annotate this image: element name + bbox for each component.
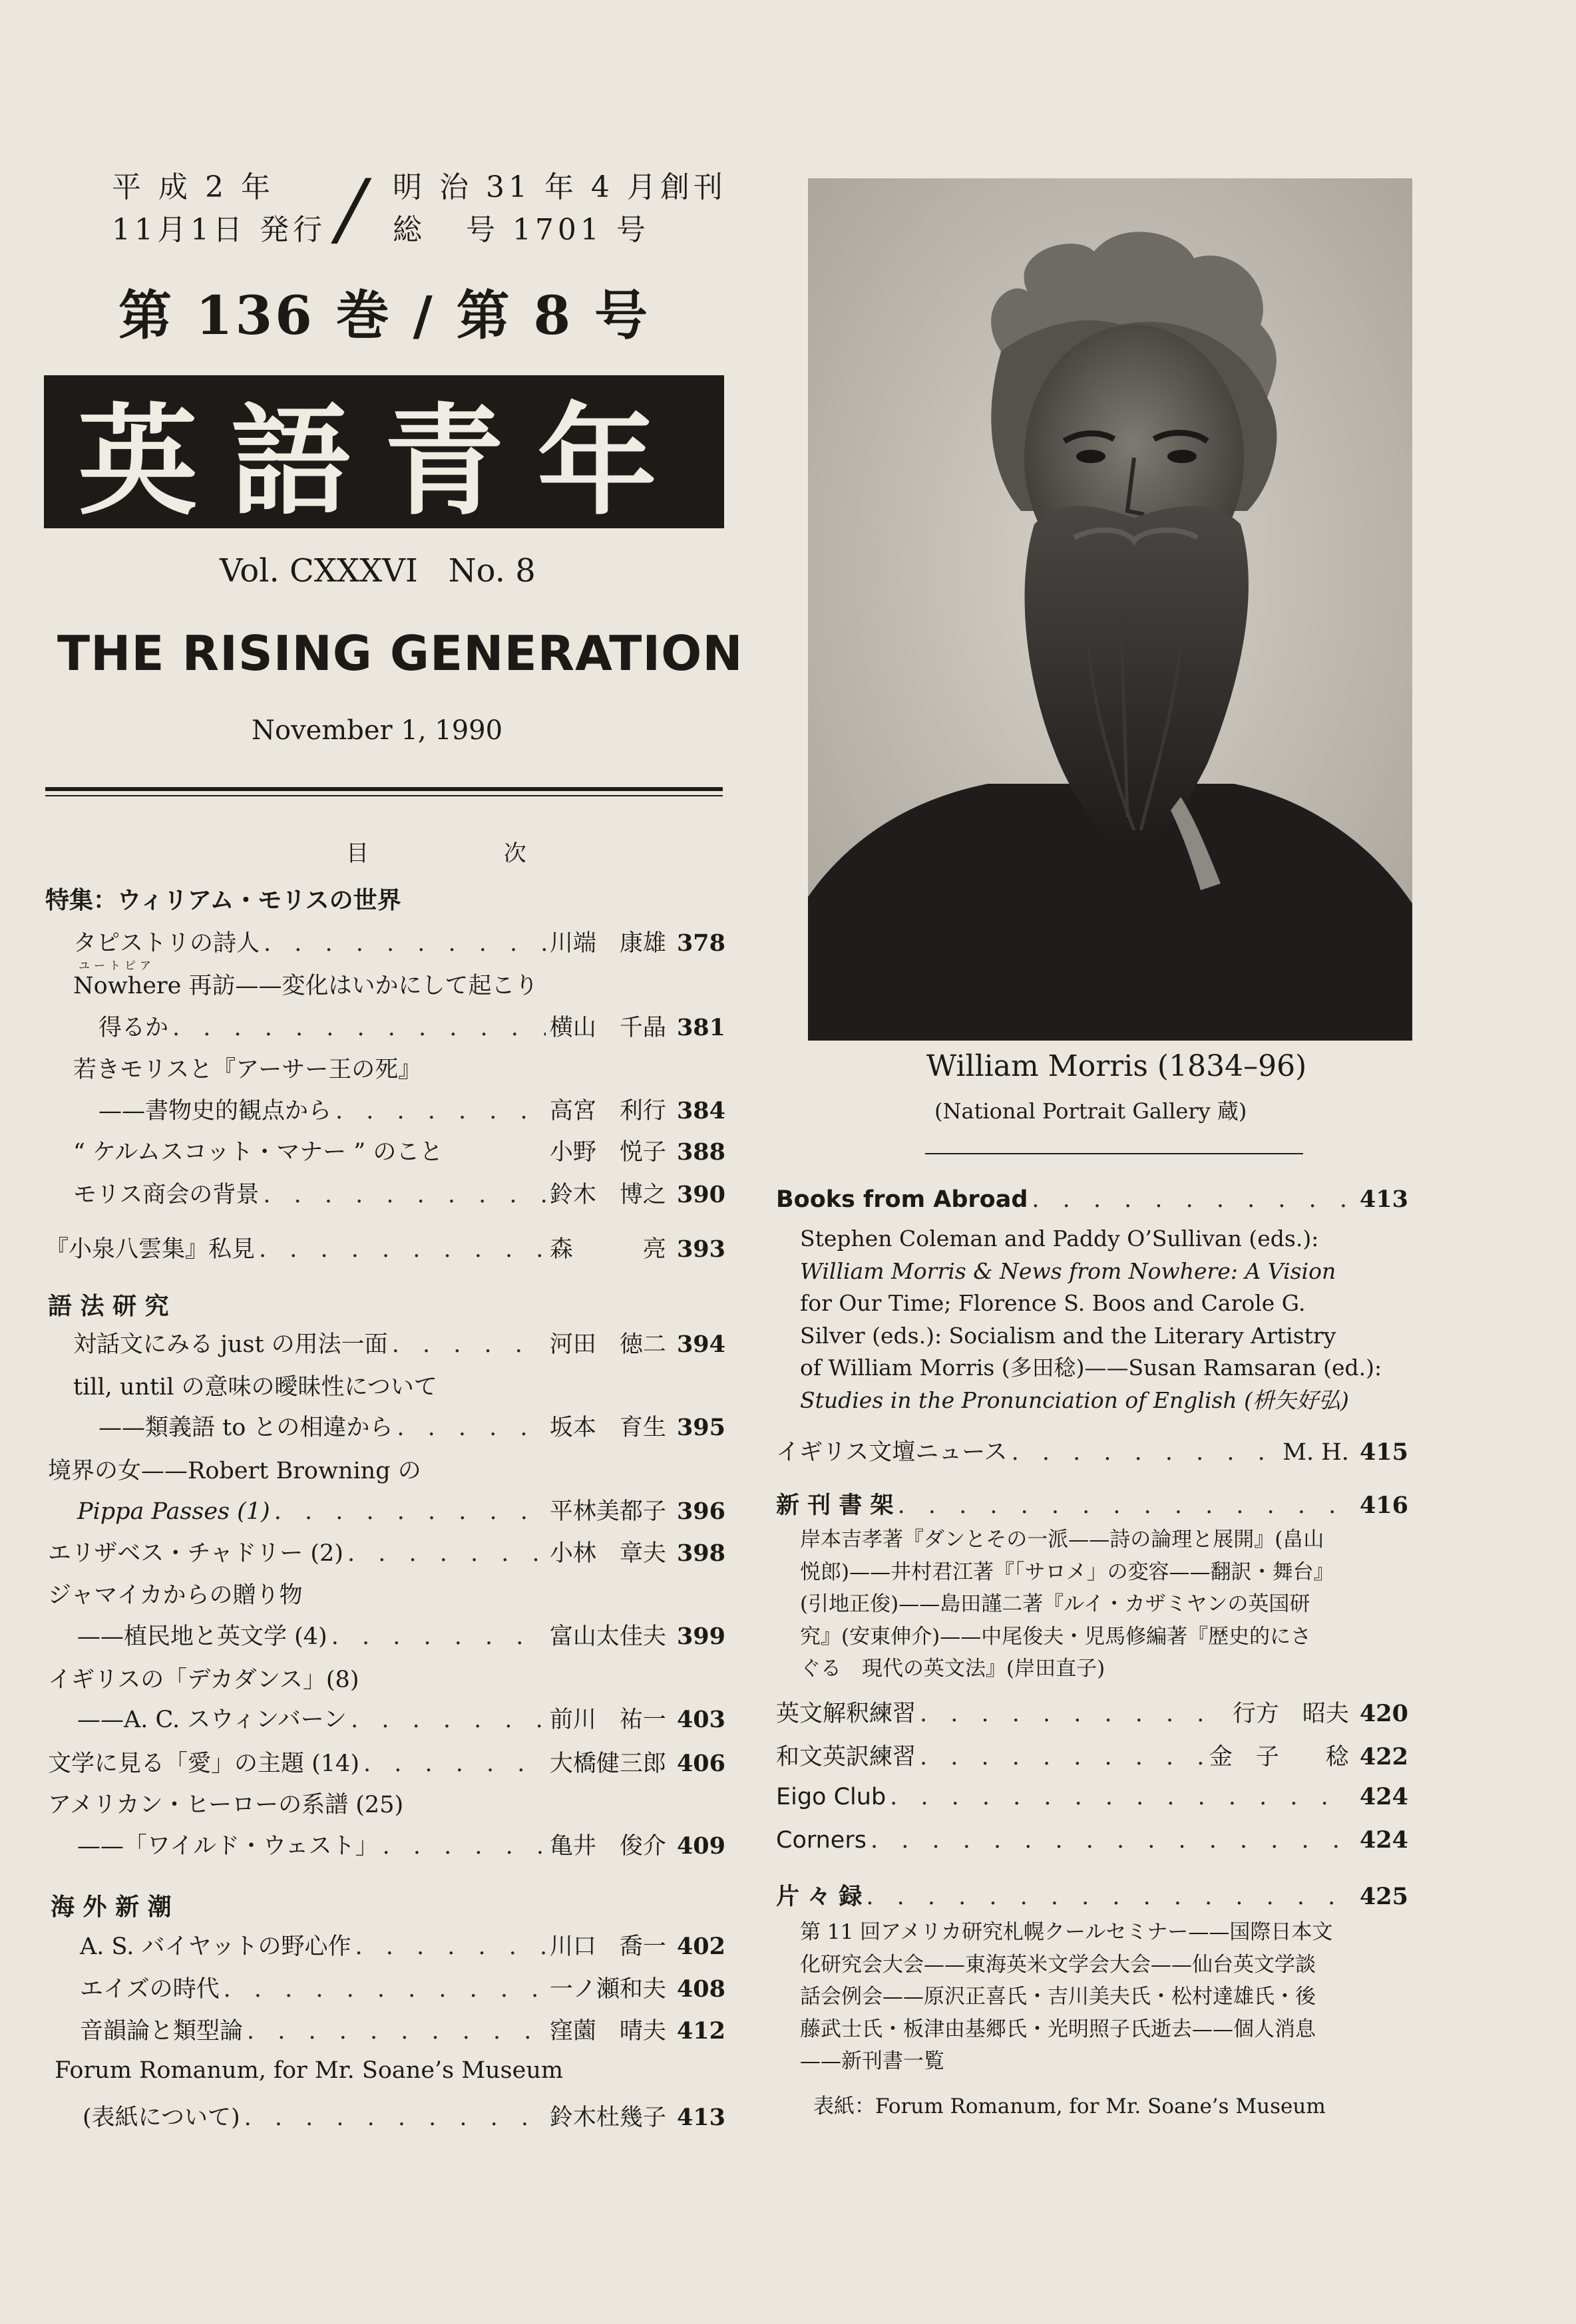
toc-entry-title: 『小泉八雲集』私見 xyxy=(45,1236,256,1263)
new-books-details xyxy=(800,1524,1334,1685)
toc-entry-page: 422 xyxy=(1359,1743,1408,1770)
toc-entry-title: エリザベス・チャドリー (2) xyxy=(48,1540,343,1567)
toc-entry-author: 行方 昭夫 xyxy=(1232,1701,1349,1727)
toc-entry[interactable] xyxy=(73,1326,725,1359)
toc-heading: 目 次 xyxy=(346,840,590,867)
toc-entry[interactable] xyxy=(776,1487,1408,1520)
books-abroad-line: Stephen Coleman and Paddy O’Sullivan (eds.): xyxy=(800,1226,1319,1251)
toc-entry-page: 384 xyxy=(676,1097,725,1124)
misc-line: 化研究会大会——東海英米文学会大会——仙台英文学談 xyxy=(800,1952,1316,1977)
volume-number-jp: 第 136 巻 / 第 8 号 xyxy=(118,284,650,347)
toc-entry[interactable] xyxy=(98,1092,725,1126)
toc-entry[interactable] xyxy=(98,1009,725,1043)
toc-entry-author: 小林 章夫 xyxy=(549,1540,666,1567)
toc-entry[interactable] xyxy=(776,1434,1408,1467)
toc-entry-title: ——類義語 to との相違から xyxy=(98,1414,393,1441)
toc-entry-title: モリス商会の背景 xyxy=(73,1182,260,1208)
toc-entry[interactable] xyxy=(45,1231,725,1264)
header-rule-thick xyxy=(45,787,723,791)
leader-dots xyxy=(866,1884,1345,1910)
toc-entry-author: 平林美都子 xyxy=(549,1498,666,1525)
publication-founding-info xyxy=(393,166,727,251)
toc-entry-title-line1: ジャマイカからの贈り物 xyxy=(48,1582,303,1609)
toc-entry[interactable] xyxy=(776,1878,1408,1911)
toc-entry-page: 424 xyxy=(1359,1783,1408,1810)
toc-entry[interactable] xyxy=(77,1828,725,1861)
toc-entry-title-line1: till, until の意味の曖昧性について xyxy=(73,1374,437,1401)
leader-dots xyxy=(331,1623,546,1650)
toc-entry-page: 420 xyxy=(1359,1700,1408,1727)
toc-entry-title: Eigo Club xyxy=(776,1784,886,1810)
caption-rule xyxy=(925,1153,1303,1154)
founding-line-2: 総 号 1701 号 xyxy=(393,213,650,247)
toc-entry-books-abroad[interactable] xyxy=(776,1186,1408,1213)
misc-line: ——新刊書一覧 xyxy=(800,2049,944,2073)
leader-dots xyxy=(247,2018,546,2045)
toc-entry-title: ——植民地と英文学 (4) xyxy=(77,1623,327,1650)
portrait-photo-drawing xyxy=(808,178,1412,1041)
leader-dots xyxy=(890,1784,1345,1810)
leader-dots xyxy=(1032,1186,1345,1213)
leader-dots xyxy=(920,1744,1205,1770)
issue-date: November 1, 1990 xyxy=(252,715,503,746)
toc-entry-title: エイズの時代 xyxy=(80,1976,220,2003)
toc-section-overseas: 海 外 新 潮 xyxy=(51,1894,172,1921)
new-books-line: 悦郎)——井村君江著『「サロメ」の変容——翻訳・舞台』 xyxy=(800,1560,1334,1584)
toc-entry-page: 378 xyxy=(676,929,725,957)
leader-dots xyxy=(172,1015,546,1041)
toc-entry-title: A. S. バイヤットの野心作 xyxy=(80,1933,351,1960)
toc-entry[interactable] xyxy=(73,925,725,958)
misc-line: 第 11 回アメリカ研究札幌クールセミナー——国際日本文 xyxy=(800,1920,1333,1944)
toc-entry-page: 415 xyxy=(1359,1438,1408,1466)
toc-entry-page: 406 xyxy=(676,1750,725,1777)
toc-entry[interactable] xyxy=(77,1701,725,1735)
toc-entry-page: 408 xyxy=(676,1975,725,2003)
publication-date-left xyxy=(112,166,326,251)
misc-line: 話会例会——原沢正喜氏・吉川美夫氏・松村達雄氏・後 xyxy=(800,1985,1316,2009)
books-abroad-details xyxy=(800,1223,1402,1416)
toc-entry-author: 富山太佳夫 xyxy=(549,1623,666,1650)
publication-date-line-1: 平 成 2 年 xyxy=(112,170,274,204)
leader-dots xyxy=(392,1331,546,1358)
misc-line: 藤武士氏・板津由基郷氏・光明照子氏逝去——個人消息 xyxy=(800,2017,1316,2041)
toc-entry-title: Corners xyxy=(776,1827,867,1854)
toc-entry[interactable] xyxy=(776,1826,1408,1854)
leader-dots xyxy=(244,2104,546,2131)
founding-line-1: 明 治 31 年 4 月創刊 xyxy=(393,170,727,204)
toc-entry-title: イギリス文壇ニュース xyxy=(776,1439,1008,1466)
toc-entry[interactable] xyxy=(73,1176,725,1210)
toc-entry[interactable] xyxy=(80,1928,725,1961)
leader-dots xyxy=(224,1976,546,2003)
toc-entry[interactable] xyxy=(77,1618,725,1651)
new-books-line: ぐる 現代の英文法』(岸田直子) xyxy=(800,1657,1105,1681)
toc-entry-page: 381 xyxy=(676,1014,725,1041)
toc-entry[interactable] xyxy=(48,1745,725,1778)
toc-entry-page: 388 xyxy=(676,1138,725,1166)
toc-entry[interactable] xyxy=(77,1493,725,1526)
header-rule-thin xyxy=(45,795,723,796)
toc-entry-page: 396 xyxy=(676,1498,725,1525)
toc-entry-title-line1: Forum Romanum, for Mr. Soane’s Museum xyxy=(55,2057,564,2084)
toc-entry-title: 音韻論と類型論 xyxy=(80,2018,244,2045)
toc-entry-author: 鈴木 博之 xyxy=(549,1182,666,1208)
toc-entry[interactable] xyxy=(80,2013,725,2046)
toc-entry[interactable] xyxy=(48,1535,725,1568)
books-abroad-line: of William Morris (多田稔)——Susan Ramsaran (ed.): xyxy=(800,1355,1382,1381)
toc-entry[interactable] xyxy=(776,1783,1408,1810)
ruby-annotation: ユートピア xyxy=(79,959,155,973)
leader-dots xyxy=(347,1540,546,1567)
toc-entry-title: ——「ワイルド・ウェスト」 xyxy=(77,1833,379,1860)
leader-dots xyxy=(259,1236,546,1263)
leader-dots xyxy=(363,1750,546,1777)
publication-date-line-2: 11月1日 発行 xyxy=(112,213,326,247)
toc-entry-page: 390 xyxy=(676,1181,725,1208)
new-books-line: 岸本吉孝著『ダンとその一派——詩の論理と展開』(畠山 xyxy=(800,1528,1324,1552)
toc-entry-title: タピストリの詩人 xyxy=(73,930,260,957)
leader-dots xyxy=(351,1707,546,1733)
toc-section-grammar: 語 法 研 究 xyxy=(48,1293,169,1320)
toc-entry-title: Pippa Passes (1) xyxy=(77,1498,270,1525)
leader-dots xyxy=(263,1182,546,1208)
toc-entry-title-line1: 若きモリスと『アーサー王の死』 xyxy=(73,1057,422,1083)
portrait-photo xyxy=(808,178,1412,1041)
toc-entry-title: 文学に見る「愛」の主題 (14) xyxy=(48,1750,359,1777)
toc-entry[interactable] xyxy=(776,1695,1408,1729)
portrait-credit: (National Portrait Gallery 蔵) xyxy=(934,1098,1247,1124)
magazine-title-en: THE RISING GENERATION xyxy=(57,625,743,681)
toc-entry-title-line1: Nowhere 再訪——変化はいかにして起こり xyxy=(73,973,538,999)
toc-entry-author: 坂本 育生 xyxy=(549,1414,666,1441)
toc-entry-title: 得るか xyxy=(98,1015,169,1041)
toc-entry-author: 大橋健三郎 xyxy=(549,1750,666,1777)
leader-dots xyxy=(355,1933,546,1960)
leader-dots xyxy=(274,1498,546,1525)
toc-entry-title: (表紙について) xyxy=(83,2104,240,2131)
leader-dots xyxy=(264,930,546,957)
leader-dots xyxy=(397,1414,546,1441)
toc-entry-page: 402 xyxy=(676,1933,725,1960)
toc-entry-page: 403 xyxy=(676,1706,725,1733)
toc-entry-title: 英文解釈練習 xyxy=(776,1701,916,1727)
toc-entry-page: 394 xyxy=(676,1331,725,1358)
toc-entry-author: 横山 千晶 xyxy=(549,1015,666,1041)
new-books-line: 究』(安東伸介)——中尾俊夫・児馬修編著『歴史的にさ xyxy=(800,1624,1312,1649)
toc-entry-title: 新 刊 書 架 xyxy=(776,1492,894,1519)
toc-entry-author: 森 亮 xyxy=(549,1236,666,1263)
toc-entry-title: ——書物史的観点から xyxy=(98,1098,332,1124)
toc-entry-author: 前川 祐一 xyxy=(549,1707,666,1733)
toc-entry-author: 小野 悦子 xyxy=(549,1139,666,1166)
toc-entry-page: 398 xyxy=(676,1540,725,1567)
toc-entry-page: 425 xyxy=(1359,1883,1408,1910)
leader-dots xyxy=(335,1098,546,1124)
toc-entry-page: 416 xyxy=(1359,1492,1408,1519)
toc-entry[interactable] xyxy=(776,1739,1408,1772)
books-abroad-line: Studies in the Pronunciation of English (枡矢好弘) xyxy=(800,1387,1349,1413)
toc-entry-author: 川端 康雄 xyxy=(549,930,666,957)
toc-entry-title: 片 々 録 xyxy=(776,1884,863,1910)
toc-entry-title: ——A. C. スウィンバーン xyxy=(77,1707,347,1733)
toc-entry-author: 窪薗 晴夫 xyxy=(549,2018,666,2045)
toc-entry-title: “ ケルムスコット・マナー ” のこと xyxy=(73,1139,443,1166)
leader-dots xyxy=(920,1701,1229,1727)
toc-entry-title: 和文英訳練習 xyxy=(776,1744,916,1770)
toc-section-feature: 特集：ウィリアム・モリスの世界 xyxy=(45,887,401,914)
leader-dots xyxy=(1012,1439,1279,1466)
toc-entry-author: 河田 徳二 xyxy=(549,1331,666,1358)
portrait-caption: William Morris (1834–96) xyxy=(926,1049,1307,1083)
toc-entry-author: 亀井 俊介 xyxy=(549,1833,666,1860)
misc-details xyxy=(800,1916,1332,2078)
books-abroad-line: Silver (eds.): Socialism and the Literary Artistry xyxy=(800,1322,1336,1349)
toc-entry-title-line1: イギリスの「デカダンス」(8) xyxy=(48,1667,359,1693)
toc-entry-page: 424 xyxy=(1359,1826,1408,1854)
cover-note: 表紙：Forum Romanum, for Mr. Soane’s Museum xyxy=(813,2094,1326,2118)
toc-entry-title: 対話文にみる just の用法一面 xyxy=(73,1331,388,1358)
books-abroad-line: William Morris & News from Nowhere: A Vision xyxy=(800,1257,1336,1284)
toc-entry-author: 一ノ瀬和夫 xyxy=(549,1976,666,2003)
toc-entry-title-line1: アメリカン・ヒーローの系譜 (25) xyxy=(48,1792,404,1818)
toc-entry-author: 高宮 利行 xyxy=(549,1098,666,1124)
toc-entry-author: M. H. xyxy=(1282,1439,1349,1466)
toc-entry-author: 川口 喬一 xyxy=(549,1933,666,1960)
toc-entry[interactable] xyxy=(83,2099,725,2132)
toc-entry-page: 412 xyxy=(676,2017,725,2045)
toc-entry-title-line1: 境界の女——Robert Browning の xyxy=(48,1458,421,1484)
toc-entry-page: 395 xyxy=(676,1414,725,1441)
toc-entry[interactable] xyxy=(80,1971,725,2004)
toc-entry-page: 393 xyxy=(676,1236,725,1263)
toc-entry[interactable] xyxy=(98,1409,725,1442)
volume-number-en: Vol. CXXXVI No. 8 xyxy=(220,552,536,589)
toc-entry-page: 409 xyxy=(676,1832,725,1860)
leader-dots xyxy=(898,1492,1345,1519)
toc-entry-page: 413 xyxy=(676,2104,725,2131)
leader-dots xyxy=(871,1827,1345,1854)
toc-entry-author: 鈴木杜幾子 xyxy=(549,2104,666,2131)
leader-dots xyxy=(383,1833,546,1860)
magazine-title-jp: 英語青年 xyxy=(44,375,724,528)
toc-entry[interactable] xyxy=(73,1134,725,1167)
toc-entry-title: Books from Abroad xyxy=(776,1186,1028,1213)
new-books-line: (引地正俊)——島田謹二著『ルイ・カザミヤンの英国研 xyxy=(800,1592,1310,1616)
toc-entry-author: 金 子 稔 xyxy=(1209,1744,1349,1770)
toc-entry-page: 413 xyxy=(1359,1186,1408,1213)
books-abroad-line: for Our Time; Florence S. Boos and Carole G. xyxy=(800,1290,1306,1316)
masthead-slash: / xyxy=(328,163,375,255)
toc-entry-page: 399 xyxy=(676,1623,725,1650)
